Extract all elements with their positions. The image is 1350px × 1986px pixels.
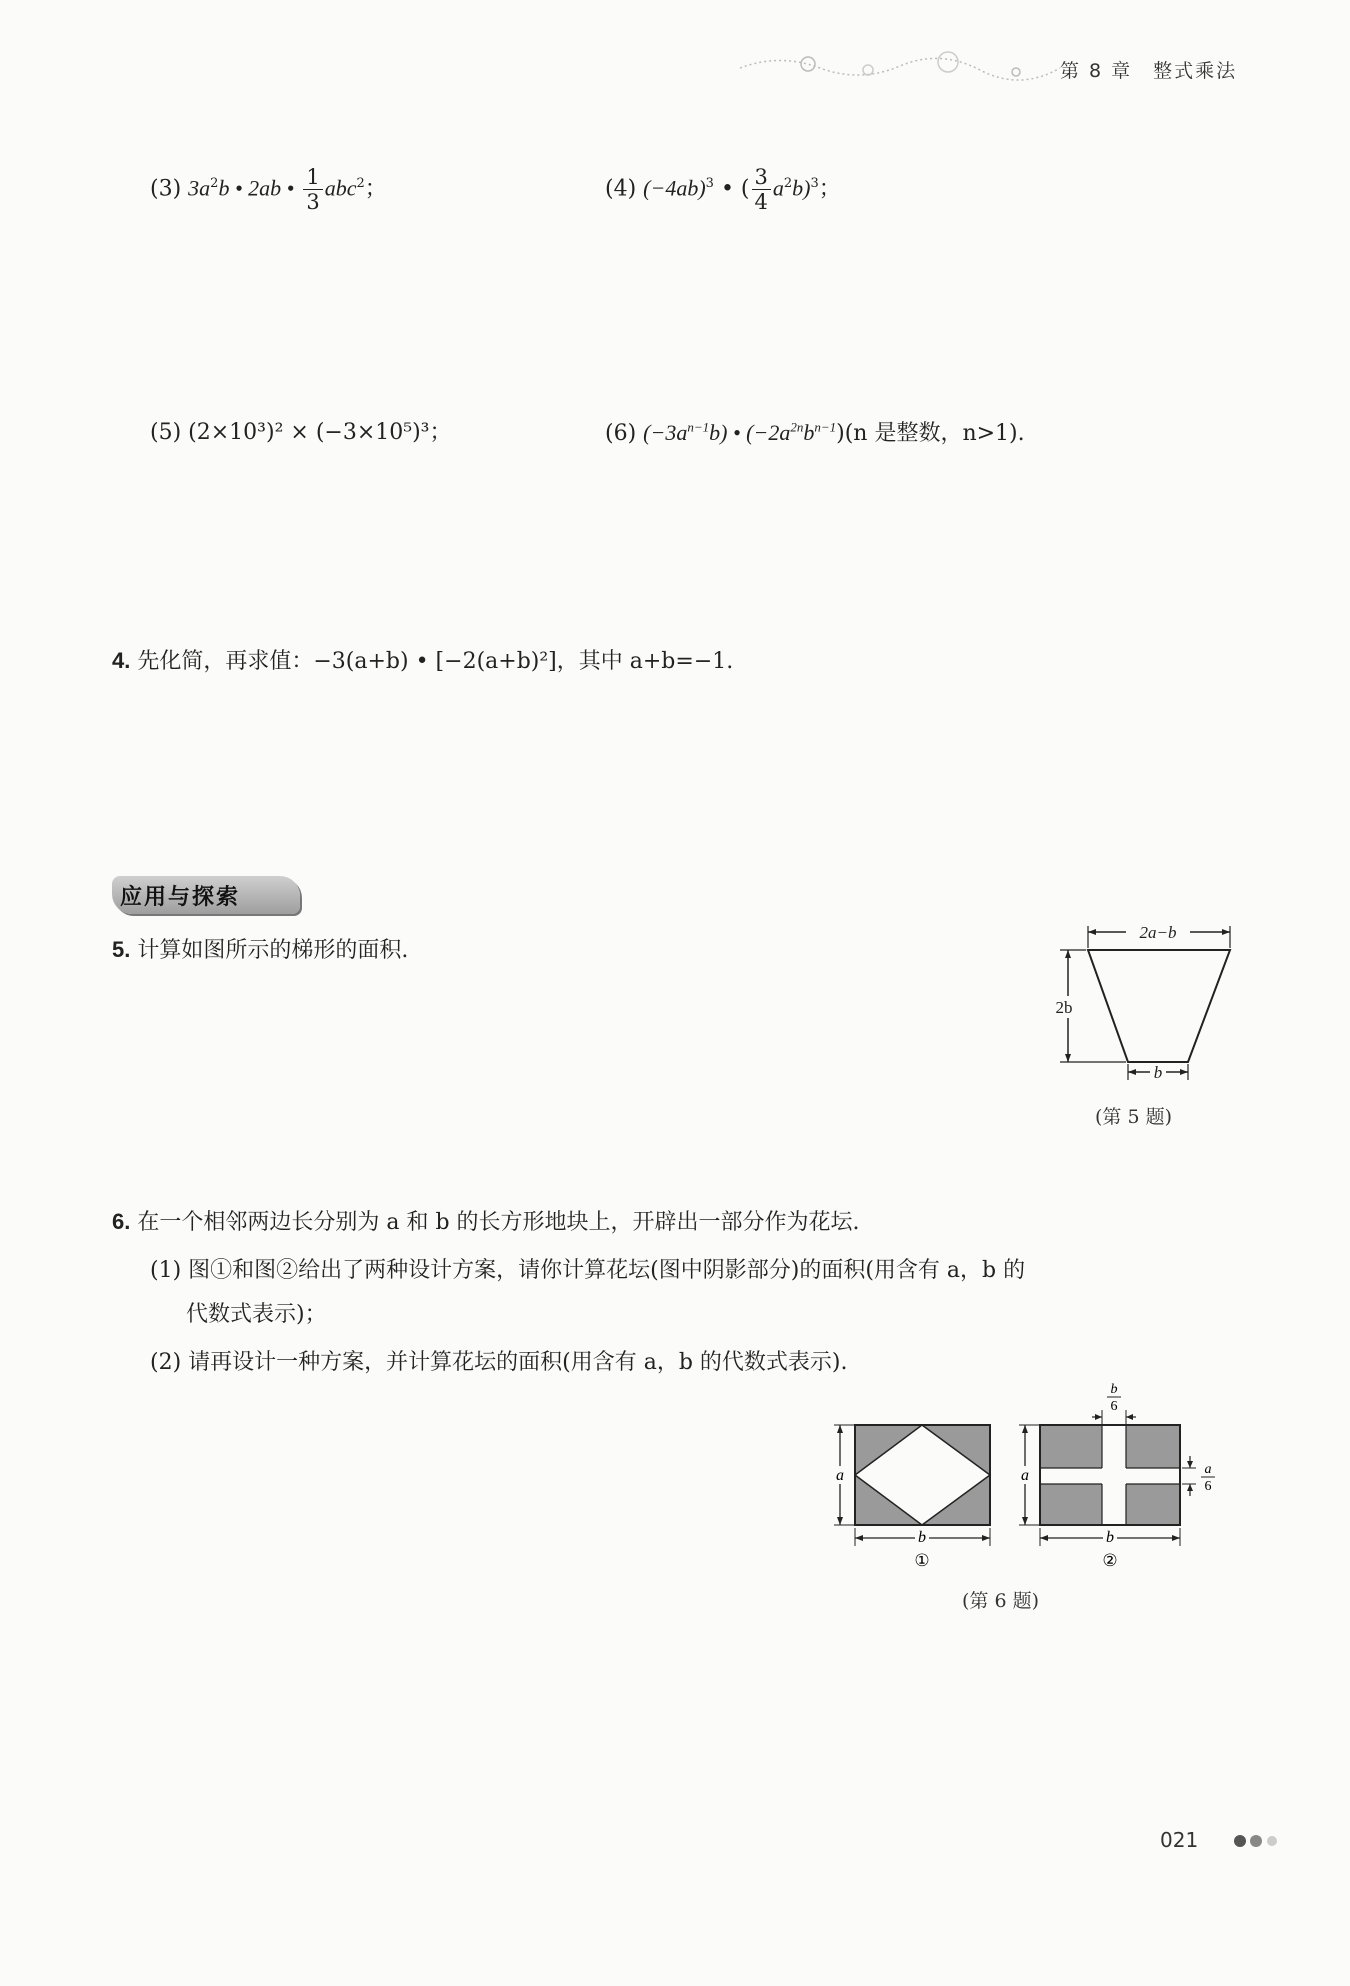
svg-text:a: a (1021, 1467, 1029, 1484)
svg-text:②: ② (1102, 1551, 1118, 1571)
fraction: $\frac{1}{3}$ (303, 165, 322, 214)
flowerbed-figures (830, 1380, 1230, 1580)
figure-5-caption: (第 5 题) (1095, 1106, 1172, 1128)
svg-text:6: 6 (1110, 1399, 1118, 1414)
figure-1 (833, 1425, 990, 1571)
chapter-title: 第 8 章 整式乘法 (1060, 60, 1238, 82)
problem-3-3: (3) $3a^2b$ • 2ab • $\frac{1}{3}$ abc$^2$； (150, 165, 387, 214)
svg-text:6: 6 (1204, 1479, 1212, 1494)
svg-text:a: a (836, 1467, 844, 1484)
svg-text:b: b (1110, 1382, 1118, 1397)
problem-6-sub2: (2) 请再设计一种方案，并计算花坛的面积(用含有 a，b 的代数式表示). (150, 1350, 848, 1375)
top-label: 2a−b (1139, 923, 1177, 942)
problem-5: 5. 计算如图所示的梯形的面积. (112, 937, 409, 963)
problem-3-6: (6) $(-3a^{n-1}b)$ • $(-2a^{2n}b^{n-1})(n$ 是整数，n>1). (605, 419, 1025, 446)
problem-6-sub1-cont: 代数式表示)； (186, 1302, 327, 1327)
header-decoration (740, 48, 1060, 88)
problem-6: 6. 在一个相邻两边长分别为 a 和 b 的长方形地块上，开辟出一部分作为花坛. (112, 1209, 860, 1235)
trapezoid-figure (1040, 920, 1240, 1090)
side-label: 2b (1055, 998, 1073, 1017)
problem-6-sub1: (1) 图①和图②给出了两种设计方案，请你计算花坛(图中阴影部分)的面积(用含有 a，b 的 (150, 1258, 1026, 1283)
problem-3-4: (4) $(-4ab)^3$ • ( $\frac{3}{4}$ $a^2b)^3$； (605, 165, 841, 214)
fraction: $\frac{3}{4}$ (752, 165, 771, 214)
figure-6-caption: (第 6 题) (962, 1590, 1039, 1612)
page-number: 021 (1160, 1828, 1199, 1852)
svg-text:a: a (1204, 1462, 1212, 1477)
figure-2 (1018, 1382, 1215, 1571)
problem-4: 4. 先化简，再求值：−3(a+b) • [−2(a+b)²]，其中 a+b=−1. (112, 648, 734, 674)
section-title: 应用与探索 (120, 885, 241, 910)
problem-3-5: (5) (2×10³)² × (−3×10⁵)³； (150, 420, 452, 445)
page-dots-decoration (1232, 1832, 1292, 1850)
svg-text:①: ① (914, 1551, 930, 1571)
svg-text:b: b (1106, 1529, 1114, 1546)
bottom-label: b (1153, 1063, 1163, 1082)
svg-text:b: b (918, 1529, 926, 1546)
